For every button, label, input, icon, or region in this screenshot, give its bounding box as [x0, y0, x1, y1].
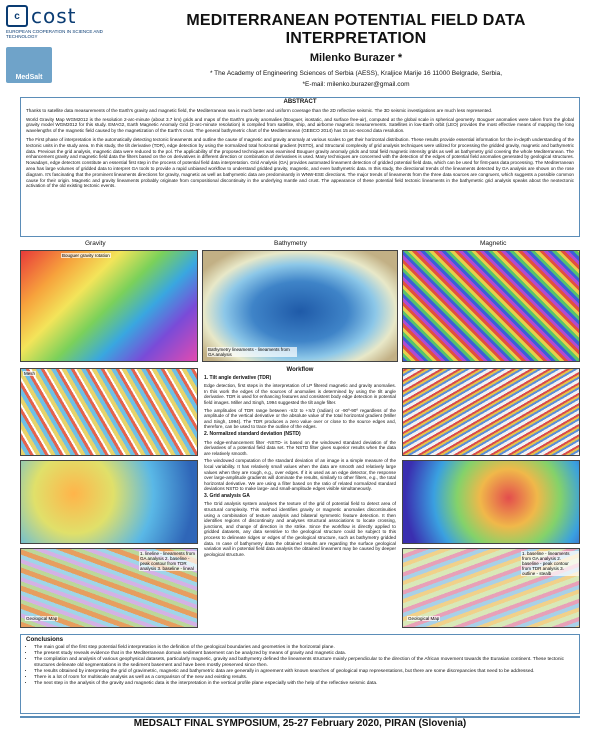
bathymetry-map [202, 250, 398, 362]
gravity-column-heading: Gravity [85, 240, 106, 247]
affiliation: * The Academy of Engineering Sciences of Serbia (AESS), Kraljice Marije 16 11000 Belgrade, Serbia, [209, 70, 503, 77]
author-name: Milenko Burazer * [309, 52, 403, 64]
conclusion-item: • The compilation and analysis of various geophysical datasets, particularly magnetic, gravity and bathymetry defined the lineaments structure mainly perpendicular to the direction of the African movement towards the Eurasian continent. These tectonic structures delineate old segmentations in the sediment basement and have been mostly preserved since then. [34, 657, 574, 669]
conclusion-item: • The next step in the analysis of the gravity and magnetic data is the interpretation in the vertical profile plane especially with the help of the reflective seismic data. [34, 681, 574, 687]
cost-wordmark: cost [31, 4, 77, 28]
gravity-map-caption: Bouguer gravity rotation [62, 253, 110, 258]
workflow-step-1-text-1: Edge detection, first steps in the interpretation of LP filtered magnetic and gravity anomalies. In this work the edges of the sources of anomalies is determined by using the tilt angle derivative. TDR is used for enhancing features and consistent body edge detection in potential field images. Miller and Singh, 1994 suggested the tilt angle filter. [204, 383, 396, 405]
workflow-step-1-text-2: The amplitudes of TDR range between -π/2 to +π/2 (radian) or -90º-90º regardless of the amplitude of the vertical derivative or the absolute value of the total horizontal gradient (Miller and Singh, 1994). The TDR produces a zero value over or close to the source edges and, therefore, can be used to trace the outline of the edges. [204, 407, 396, 430]
conclusions-heading: Conclusions [26, 636, 64, 643]
conclusions-box [20, 634, 580, 714]
workflow-step-2-text-1: The edge-enhancement filter -NSTD- is based on the windowed standard deviation of the derivatives of a potential field data set. The NSTD filter gives superior results when the data are relatively smooth. [204, 439, 396, 456]
poster-title: MEDITERRANEAN POTENTIAL FIELD DATA INTERPRETATION [186, 12, 526, 47]
gravity-legend: 1. lineline - lineaments from GA analysis 2. baseline - peak contour from TDR analysis 3. baseline - lineal [140, 551, 196, 571]
bathymetry-column-heading: Bathymetry [274, 240, 307, 247]
cost-logo-icon: c [6, 5, 28, 27]
abstract-paragraph-1: Thanks to satellite data measurements of the Earth's gravity and magnetic field, the Mediterranean sea is much better and uniform coverage than the 2D reflective seismic. The 3D seismic investigations are much less represented. [26, 107, 493, 113]
magnetic-tdr-map [402, 460, 580, 544]
abstract-paragraph-3: The First phase of interpretation is the automatically detecting tectonic lineaments and outline the cause of magnetic and gravity anomaly at various scales to get their horizontal distribution. These results provide essential information for the in-depth understanding of the tectonic units in the study area. In this study, the tilt derivative (TDR), edge detection by using the normalized total horizontal gradient (NSTD), and Structural complexity of grid analysis techniques were utilized for processing the gridded gravity, magnetic and bathymetric data. Previous the grid analysis, magnetic data were reduced to the pol. The applicability of the proposed techniques was examined Bouguer gravity anomaly grids and total field magnetic intensity grids as well as bathymetry grid covering the whole Mediterranean. The enhancement gravity and magnetic field data the filters based on the on derivatives in different direction or combination of derivatives is used. Many techniques are concerned with the detection of the edges of potential field anomalies generated by geological structures. Nowadays, edge detectors constitute an essential first step in the process of potential field data interpretation. Grid Analysis (GA) provides automated lineament detection of gridded potential field data, which can be used for first-pass data processing. The Mediterranean area has large volumes of gridded data to interpret GA tools to provide a rapid unbiased workflow to understand gridded gravity, magnetic, and even bathymetric data. In this study, the directional trends of the lineaments detected by GA analysis are shown on the rose diagram. It's fascinating that the prominent lineaments directions for gravity, magnetic as well as bathymetric data are predominantly in WNW-ESE directions. The major trends of lineaments from the three data sources are congruent, which suggests a possible common cause for their origin. Magnetic and gravity lineaments probably originate from compositional discontinuity in the underlying mantle and crust. The appearance of these potential field tectonic lineaments in the bathymetric grid analysis speaks about the neotectonic activation of the old existing tectonic events. [26, 136, 574, 189]
magnetic-legend: 1. baseline - lineaments from GA analysis 2. baseline - peak contour from TDR analysis 3. outline - stealb [521, 551, 579, 576]
footer-text: MEDSALT FINAL SYMPOSIUM, 25-27 February 2020, PIRAN (Slovenia) [133, 718, 467, 729]
abstract-paragraph-2: World Gravity Map WGM2012 is the resolution 2-arc-minute (about 3.7 km) grids and maps of the Earth's gravity anomalies (Bouguer, isostatic, and surface free-air), computed at the global scale in spherical geometry. Bouguer anomalies were taken from the global gravity model WGM2012 for this study. EMAG2, Earth Magnetic Anomaly Grid (2-arc-minute resolution) is compiled from satellite, ship, and airborne magnetic measurements. Satellites in low-Earth orbit (LEO) provides the most effective means of mapping the long wavelengths of the magnetic field caused by the magnetization of the Earth's crust. The general bathymetric chart of the Mediterranean (GEBCO 2014) has 15 arc-second data resolution. [26, 116, 574, 134]
conclusion-item: • There is a lot of room for multiscale analysis as well as a comparison of the new and existing results. [34, 675, 574, 681]
workflow-heading: Workflow [286, 367, 314, 373]
cost-subtitle: EUROPEAN COOPERATION IN SCIENCE AND TECHNOLOGY [6, 29, 103, 39]
conclusion-item: • The results obtained by interpreting the grid of gravimetric, magnetic and bathymetric data are generally in agreement with known searches of geological map representations, but there are some discrepancies that need to be addressed. [34, 669, 574, 675]
geological-map-right-label: Geological Map [408, 616, 440, 621]
gravity-map-small-label: Mesh [24, 371, 36, 376]
geological-map-left-label: Geological Map [26, 616, 58, 621]
workflow-step-1-title: 1. Tilt angle derivative (TDR) [204, 374, 272, 381]
conclusion-item: • The present study reveals evidence that in the Mediterranean domain sediment basement can be analyzed by means of gravity and magnetic data. [34, 651, 574, 657]
magnetic-column-heading: Magnetic [480, 240, 507, 247]
workflow-step-2-title: 2. Normalized standard deviation (NSTD) [204, 430, 301, 437]
magnetic-map-top [402, 250, 580, 362]
gravity-tdr-map [20, 460, 198, 544]
geological-map-right [402, 548, 580, 628]
gravity-lineament-map [20, 368, 198, 456]
poster-header [120, 6, 592, 88]
medsalt-logo: MedSalt [6, 47, 52, 83]
conclusion-item: • The main goal of the first step potential field interpretation is the definition of the geological boundaries and geometries in the horizontal plane. [34, 645, 574, 651]
workflow-section [200, 368, 400, 630]
abstract-heading: ABSTRACT [283, 99, 317, 105]
magnetic-lineament-map [402, 368, 580, 456]
abstract-box [20, 97, 580, 237]
email: *E-mail: milenko.burazer@gmail.com [302, 81, 410, 88]
bathymetry-legend: Bathymetry lineaments - lineaments from GA analysis [207, 347, 297, 357]
workflow-step-2-text-2: The windowed computation of the standard deviation of an image is a simple measure of the local variability. It has relatively small values when the data are smooth and relatively large values when they are rough, e.g., over edges. If it is used as an edge detector, the response over large-amplitude gradients will dominate the results, similarly to other filters, e.g., the total horizontal derivative. We are using a filter based on the ratio of related normalized standard deviations NSTD to make large- and small-amplitude edges visible simultaneously. [204, 458, 396, 492]
workflow-step-3-title: 3. Grid analysis GA [204, 492, 250, 499]
conclusions-list [26, 645, 574, 687]
gravity-map-top [20, 250, 198, 362]
workflow-step-3-text-1: The Grid analysis system analyses the texture of the grid of potential field to detect area of structural complexity. This method identifies gravity or magnetic anomalies discontinuities using a combination of texture analysis and bilateral symmetric feature detection. It then identifies regions of discontinuity and analyses structural associations to locate crossing, junctions, and change of direction in the strike. Since the workflow is directly applied to gridded datasets, any data sensitive to the geological structure could be subject to this process to delineate ridges or edges of the geological structure, such as bathymetry gridded data. In case of bathymetry data the obtained results are regarding the surface geological variation wall in potential field data analysis the obtained lineament may be caused by deeper geological structure. [204, 501, 396, 557]
geological-map-left [20, 548, 198, 628]
logo-block [6, 4, 118, 83]
